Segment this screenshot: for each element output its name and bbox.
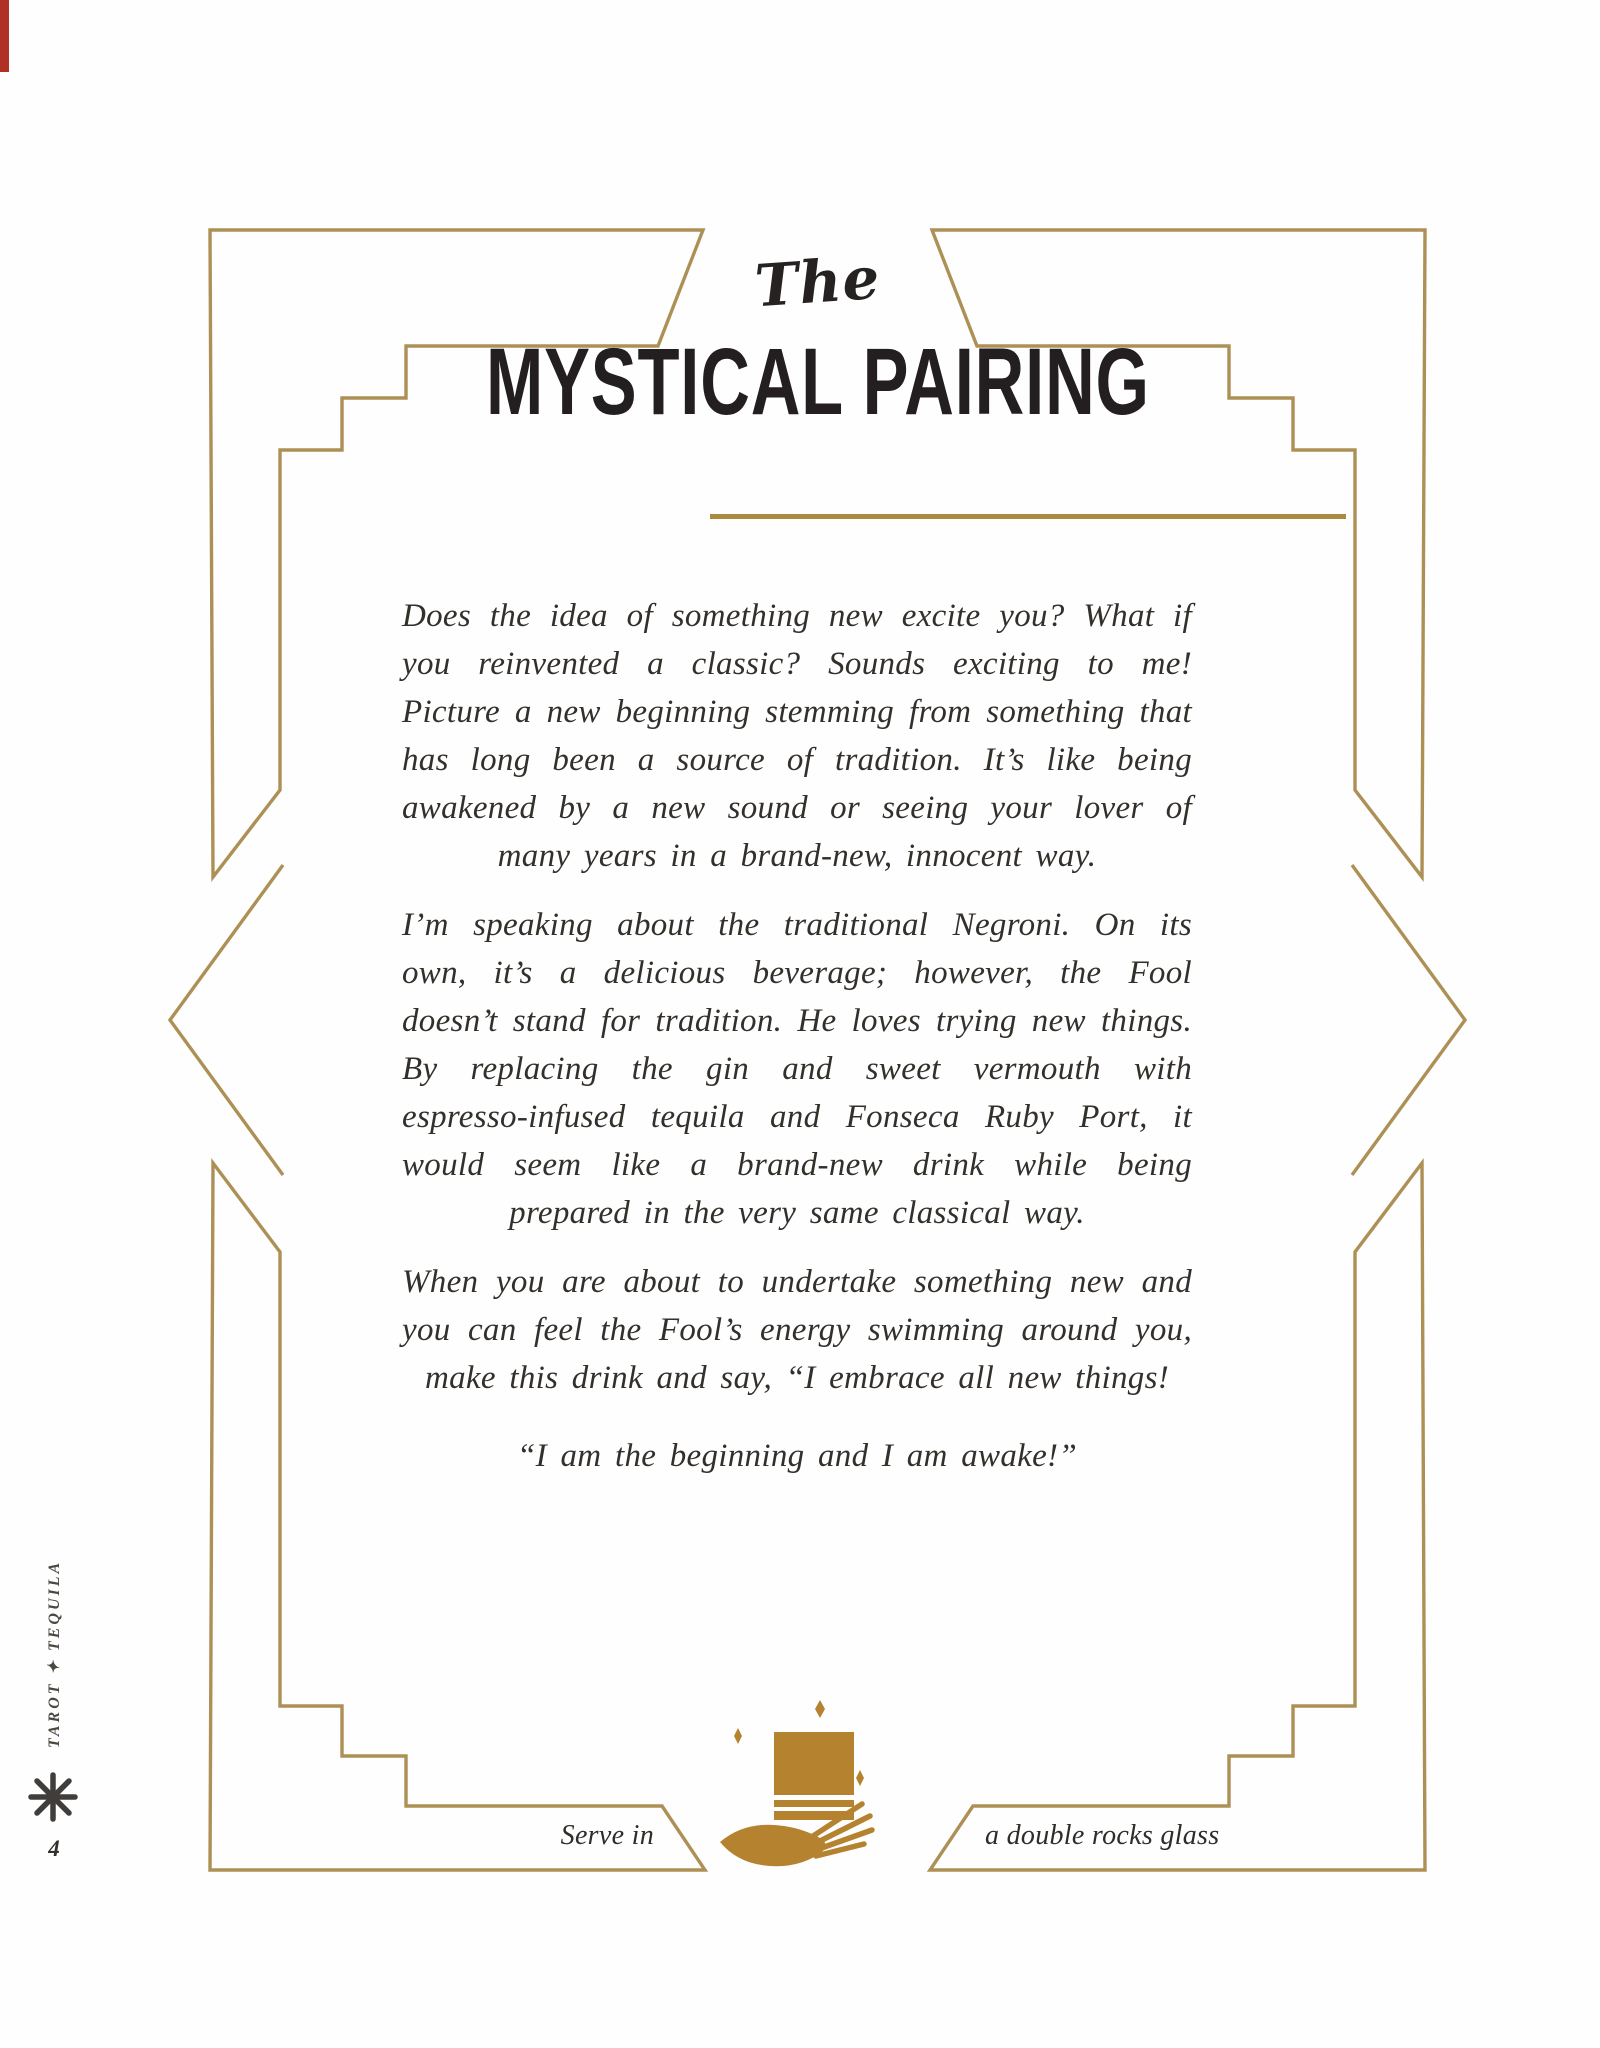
paragraph-3: When you are about to undertake something new and you can feel the Fool’s energy swimming around you, make this drink and say, “I embrace all new things! bbox=[402, 1264, 1192, 1396]
paragraph-1: Does the idea of something new excite you? What if you reinvented a classic? Sounds exciting to me! Picture a new beginning stemming from something that has long been a source of tradition. It’s like being awakened by a new sound or seeing your lover of many years in a brand-new, innocent way. bbox=[402, 598, 1192, 874]
sparkle-icon bbox=[734, 1728, 742, 1744]
quote-line: “I am the beginning and I am awake!” bbox=[517, 1438, 1077, 1474]
hand-holding-rocks-glass-icon bbox=[712, 1692, 924, 1892]
glass-type-label: a double rocks glass bbox=[985, 1820, 1220, 1851]
title-script-the bbox=[210, 243, 1426, 321]
eight-point-asterisk-icon bbox=[28, 1772, 78, 1822]
page-title-text: MYSTICAL PAIRING bbox=[486, 329, 1150, 435]
serve-in-label: Serve in bbox=[560, 1820, 654, 1851]
sparkle-icon bbox=[815, 1700, 825, 1718]
book-spine-title: TAROT ✦ TEQUILA bbox=[46, 1559, 63, 1748]
page-title bbox=[210, 329, 1426, 435]
title-underline bbox=[710, 514, 1346, 519]
body-text bbox=[402, 592, 1192, 1501]
sparkle-icon bbox=[856, 1770, 864, 1786]
page-number: 4 bbox=[48, 1836, 60, 1861]
title-script-text: The bbox=[753, 243, 883, 321]
paragraph-2: I’m speaking about the traditional Negroni. On its own, it’s a delicious beverage; however, the Fool doesn’t stand for tradition. He loves trying new things. By replacing the gin and sweet vermouth with espresso-infused tequila and Fonseca Ruby Port, it would seem like a brand-new drink while being prepared in the very same classical way. bbox=[402, 907, 1192, 1231]
